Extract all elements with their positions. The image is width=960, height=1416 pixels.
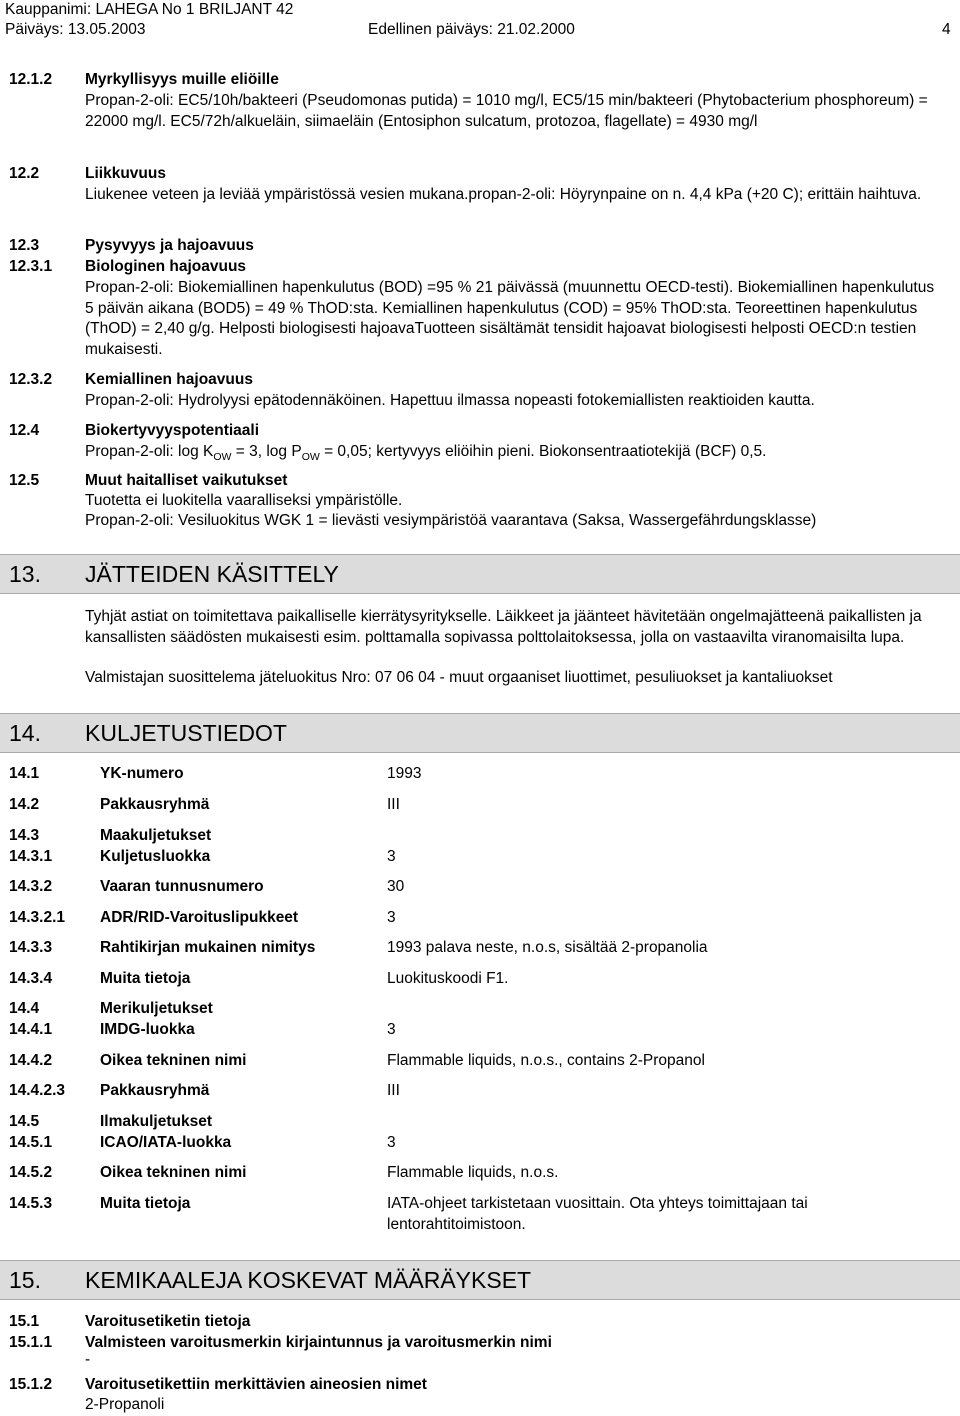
section-text: Liukenee veteen ja leviää ympäristössä vesien mukana.propan-2-oli: Höyrynpaine on n. 4,4 kPa (+20 C); erittäin haihtuva. (85, 186, 922, 203)
transport-row (0, 826, 960, 846)
transport-code: 14.3.3 (9, 939, 53, 956)
section-text: Propan-2-oli: EC5/10h/bakteeri (Pseudomonas putida) = 1010 mg/l, EC5/15 min/bakteeri (Phytobacterium phosphoreum) = 22000 mg/l. EC5/72h/alkueläin, siimaeläin (Entosiphon sulcatum, protozoa, flagellate) = 4930 mg/l (85, 92, 928, 130)
section-title: Varoitusetikettiin merkittävien aineosien nimet (85, 1376, 427, 1393)
transport-value: III (387, 796, 400, 813)
section-text: Propan-2-oli: Biokemiallinen hapenkulutus (BOD) =95 % 21 päivässä (muunnettu OECD-testi). Biokemiallinen hapenkulutus 5 päivän aikana (BOD5) = 49 % ThOD:sta. Kemiallinen hapenkulutus (COD) = 95% ThOD:sta. Teoreettinen hapenkulutus (ThOD) = 2,40 g/g. Helposti biologisesti hajoavaTuotteen sisältämät tensidit hajoavat biologisesti helposti OECD:n testien mukaisesti. (85, 279, 935, 358)
section-header-title: KULJETUSTIEDOT (85, 720, 287, 746)
transport-label: Vaaran tunnusnumero (100, 878, 264, 895)
section-value: - (85, 1351, 91, 1368)
section-text: Propan-2-oli: Hydrolyysi epätodennäköinen. Hapettuu ilmassa nopeasti fotokemiallisten reaktioiden kautta. (85, 392, 815, 409)
transport-row (0, 1194, 960, 1233)
transport-row (0, 1020, 960, 1040)
transport-value: Luokituskoodi F1. (387, 970, 509, 987)
transport-code: 14.4.2 (9, 1052, 53, 1069)
text-part: Propan-2-oli: log K (85, 443, 214, 460)
transport-value: III (387, 1082, 400, 1099)
transport-label: Kuljetusluokka (100, 848, 211, 865)
subscript: OW (213, 451, 232, 463)
transport-value: 1993 (387, 765, 422, 782)
previous-date: Edellinen päiväys: 21.02.2000 (368, 21, 575, 38)
section-number: 15.1.2 (9, 1376, 53, 1393)
text-part: = 0,05; kertyvyys eliöihin pieni. Biokonsentraatiotekijä (BCF) 0,5. (324, 443, 767, 460)
transport-row (0, 764, 960, 784)
transport-value: 3 (387, 848, 396, 865)
transport-code: 14.3.4 (9, 970, 53, 987)
transport-label: ADR/RID-Varoituslipukkeet (100, 909, 299, 926)
section-header-title: JÄTTEIDEN KÄSITTELY (85, 561, 339, 587)
section-number: 15.1.1 (9, 1334, 53, 1351)
section-title: Muut haitalliset vaikutukset (85, 472, 288, 489)
transport-row (0, 1112, 960, 1132)
section-header-number: 14. (9, 720, 41, 746)
transport-code: 14.3.2.1 (9, 909, 66, 926)
transport-row (0, 999, 960, 1019)
text-part: = 3, log P (235, 443, 302, 460)
section-header-bar (0, 1260, 960, 1300)
section-header-bar (0, 713, 960, 753)
transport-row (0, 1133, 960, 1153)
transport-value: 1993 palava neste, n.o.s, sisältää 2-propanolia (387, 939, 708, 956)
section-title: Valmisteen varoitusmerkin kirjaintunnus ja varoitusmerkin nimi (85, 1334, 552, 1351)
section-number: 12.1.2 (9, 71, 53, 88)
section-text: Propan-2-oli: Vesiluokitus WGK 1 = lievästi vesiympäristöä vaarantava (Saksa, Wassergefährdungsklasse) (85, 512, 817, 529)
transport-label: Rahtikirjan mukainen nimitys (100, 939, 316, 956)
transport-row (0, 877, 960, 897)
transport-row (0, 1051, 960, 1071)
transport-code: 14.5.2 (9, 1164, 53, 1181)
section-number: 12.3.2 (9, 371, 53, 388)
transport-code: 14.4 (9, 1000, 40, 1017)
section-number: 12.5 (9, 472, 40, 489)
section-header-title: KEMIKAALEJA KOSKEVAT MÄÄRÄYKSET (85, 1267, 532, 1293)
section-title: Pysyvyys ja hajoavuus (85, 237, 254, 254)
transport-value: 3 (387, 1134, 396, 1151)
transport-value: 30 (387, 878, 405, 895)
transport-code: 14.3 (9, 827, 40, 844)
trade-name: Kauppanimi: LAHEGA No 1 BRILJANT 42 (5, 1, 294, 18)
section-title: Liikkuvuus (85, 165, 166, 182)
transport-row (0, 795, 960, 815)
transport-label: Merikuljetukset (100, 1000, 213, 1017)
section-title: Myrkyllisyys muille eliöille (85, 71, 279, 88)
transport-value: Flammable liquids, n.o.s. (387, 1164, 559, 1181)
section-title: Biokertyvyyspotentiaali (85, 422, 260, 439)
transport-code: 14.5.1 (9, 1134, 53, 1151)
section-number: 12.3 (9, 237, 40, 254)
section-value: 2-Propanoli (85, 1396, 165, 1413)
transport-label: Oikea tekninen nimi (100, 1052, 247, 1069)
section-title: Biologinen hajoavuus (85, 258, 247, 275)
transport-label: Oikea tekninen nimi (100, 1164, 247, 1181)
transport-row (0, 908, 960, 928)
transport-label: ICAO/IATA-luokka (100, 1134, 232, 1151)
transport-value: Flammable liquids, n.o.s., contains 2-Propanol (387, 1052, 705, 1069)
transport-row (0, 969, 960, 989)
section-text: Tyhjät astiat on toimitettava paikalliselle kierrätysyritykselle. Läikkeet ja jäänteet hävitetään ongelmajätteenä paikallisten ja kansallisten säädösten mukaisesti esim. polttamalla sopivassa polttolaitoksessa, jolla on vastaavilta viranomaisilta lupa. (85, 608, 922, 646)
issue-date: Päiväys: 13.05.2003 (5, 21, 146, 38)
transport-label: Muita tietoja (100, 970, 191, 987)
transport-label: YK-numero (100, 765, 184, 782)
section-header-bar (0, 554, 960, 594)
section-number: 12.3.1 (9, 258, 53, 275)
transport-value: IATA-ohjeet tarkistetaan vuosittain. Ota yhteys toimittajaan tai lentorahtitoimistoon. (387, 1195, 808, 1233)
transport-row (0, 1163, 960, 1183)
section-number: 15.1 (9, 1313, 40, 1330)
transport-label: Pakkausryhmä (100, 1082, 210, 1099)
section-number: 12.2 (9, 165, 40, 182)
transport-label: Maakuljetukset (100, 827, 212, 844)
transport-code: 14.1 (9, 765, 40, 782)
section-header-number: 15. (9, 1267, 41, 1293)
transport-label: Pakkausryhmä (100, 796, 210, 813)
transport-code: 14.3.1 (9, 848, 53, 865)
page-number: 4 (942, 21, 951, 38)
transport-row (0, 847, 960, 867)
section-title: Varoitusetiketin tietoja (85, 1313, 251, 1330)
transport-row (0, 938, 960, 958)
transport-label: IMDG-luokka (100, 1021, 195, 1038)
bioaccumulation-text (85, 442, 766, 464)
transport-code: 14.4.2.3 (9, 1082, 66, 1099)
section-text: Valmistajan suosittelema jäteluokitus Nro: 07 06 04 - muut orgaaniset liuottimet, pesuliuokset ja kantaliuokset (85, 669, 833, 686)
section-title: Kemiallinen hajoavuus (85, 371, 253, 388)
transport-value: 3 (387, 909, 396, 926)
transport-code: 14.2 (9, 796, 40, 813)
transport-code: 14.3.2 (9, 878, 53, 895)
transport-row (0, 1081, 960, 1101)
transport-label: Ilmakuljetukset (100, 1113, 212, 1130)
transport-code: 14.5 (9, 1113, 40, 1130)
section-number: 12.4 (9, 422, 40, 439)
transport-label: Muita tietoja (100, 1195, 191, 1212)
subscript: OW (301, 451, 320, 463)
section-text: Tuotetta ei luokitella vaaralliseksi ympäristölle. (85, 492, 403, 509)
transport-code: 14.4.1 (9, 1021, 53, 1038)
section-header-number: 13. (9, 561, 41, 587)
transport-value: 3 (387, 1021, 396, 1038)
transport-code: 14.5.3 (9, 1195, 53, 1212)
